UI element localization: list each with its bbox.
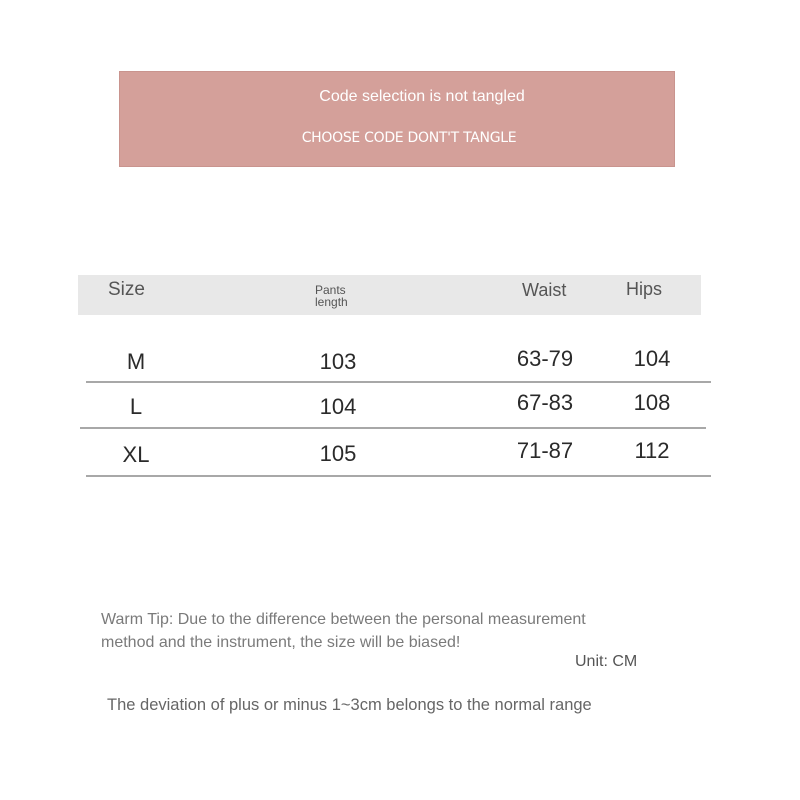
banner-title: Code selection is not tangled: [319, 88, 525, 105]
row-divider: [86, 475, 711, 477]
warm-tip-line2: method and the instrument, the size will be biased!: [101, 634, 461, 651]
row-m-pants: 103: [319, 349, 357, 374]
header-pants-line1: Pants: [315, 283, 346, 297]
row-l-pants: 104: [319, 394, 357, 419]
row-divider: [80, 427, 706, 429]
unit-label: Unit: CM: [575, 653, 638, 670]
warm-tip-line1: Warm Tip: Due to the difference between the personal measurement: [101, 611, 586, 628]
header-size: Size: [108, 279, 145, 300]
row-xl-pants: 105: [319, 441, 357, 466]
header-pants-length: [315, 284, 348, 308]
row-m-waist: 63-79: [516, 346, 574, 371]
code-selection-banner: [119, 71, 675, 167]
row-m-size: M: [126, 349, 146, 374]
row-xl-hips: 112: [634, 438, 670, 463]
deviation-note: The deviation of plus or minus 1~3cm belongs to the normal range: [107, 696, 592, 714]
row-m-hips: 104: [633, 346, 671, 371]
row-l-waist: 67-83: [516, 390, 574, 415]
row-xl-waist: 71-87: [516, 438, 574, 463]
warm-tip: [101, 608, 701, 654]
header-hips: Hips: [626, 279, 663, 299]
header-pants-line2: length: [315, 295, 348, 309]
row-xl-size: XL: [122, 442, 150, 467]
size-table-header: [78, 275, 701, 315]
header-waist: Waist: [522, 280, 567, 300]
row-l-size: L: [129, 394, 143, 419]
row-divider: [86, 381, 711, 383]
row-l-hips: 108: [633, 390, 671, 415]
banner-subtitle: CHOOSE CODE DONT'T TANGLE: [301, 130, 517, 146]
